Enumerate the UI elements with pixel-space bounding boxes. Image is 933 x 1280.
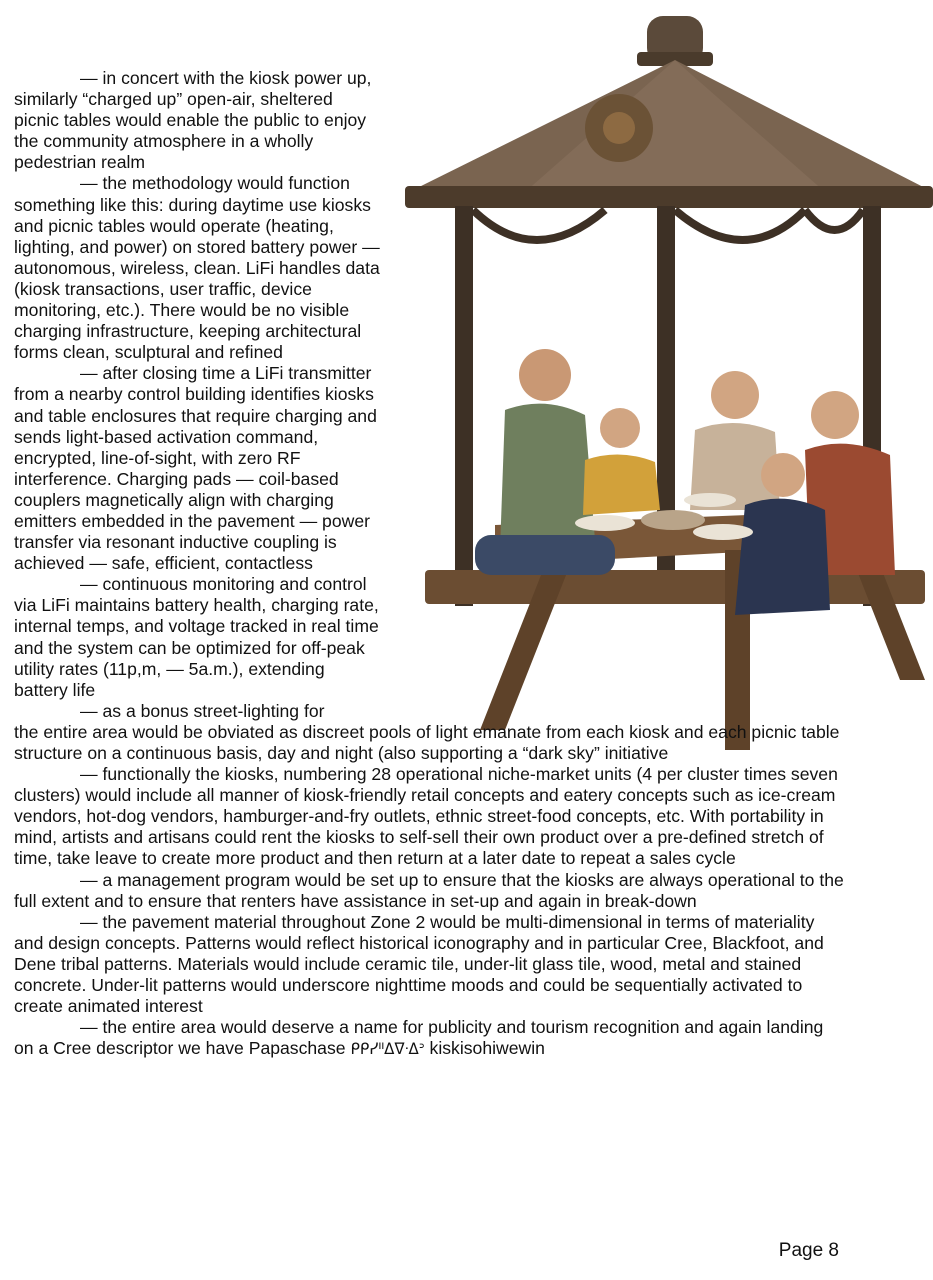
cree-syllabics: ᑭᑭᓯᐦᐃᐁᐧᐃᐣ [350,1040,425,1059]
paragraph-methodology: — the methodology would function something like this: during daytime use kiosks and picnic tables would operate (heating, lighting, and power) on stored battery power — autonomous, wireless, clean. LiFi handles data (kiosk transactions, user traffic, device monitoring, etc.). There would be no visible charging infrastructure, keeping architectural forms clean, sculptural and refined [14,173,380,363]
paragraph-street-lighting-start: — as a bonus street-lighting for [80,700,325,721]
cree-romanized: kiskisohiwewin [424,1038,545,1059]
narrow-column [14,68,382,722]
paragraph-management: — a management program would be set up to ensure that the kiosks are always operational to the full extent and to ensure that renters have assistance in set-up and again in break-down [14,869,844,911]
paragraph-name: — the entire area would deserve a name for publicity and tourism recognition and again landing on a Cree descriptor we have Papaschase ᑭᑭᓯᐦᐃᐁᐧᐃᐣ kiskisohiwewin [14,1017,824,1059]
body-text [14,68,844,1060]
paragraph-charging: — after closing time a LiFi transmitter from a nearby control building identifies kiosks and table enclosures that require charging and sends light-based activation command, encrypted, line-of-sight, with zero RF interference. Charging pads — coil-based couplers magnetically align with charging emitters embedded in the pavement — power transfer via resonant inductive coupling is achieved — safe, efficient, contactless [14,363,377,574]
paragraph-picnic-tables: — in concert with the kiosk power up, similarly “charged up” open-air, sheltered picnic tables would enable the public to enjoy the community atmosphere in a wholly pedestrian realm [14,68,372,173]
paragraph-street-lighting-continued: the entire area would be obviated as discreet pools of light emanate from each kiosk and each picnic table structure on a continuous basis, day and night (also supporting a “dark sky” initiative [14,721,840,763]
paragraph-pavement: — the pavement material throughout Zone 2 would be multi-dimensional in terms of materiality and design concepts. Patterns would reflect historical iconography and in particular Cree, Blackfoot, and Dene tribal patterns. Materials would include ceramic tile, under-lit glass tile, wood, metal and stained concrete. Under-lit patterns would underscore nighttime moods and could be sequentially activated to create animated interest [14,911,824,1017]
paragraph-monitoring: — continuous monitoring and control via LiFi maintains battery health, charging rate, internal temps, and voltage tracked in real time and the system can be optimized for off-peak utility rates (11p,m, — 5a.m.), extending battery life [14,574,379,700]
paragraph-kiosks-function: — functionally the kiosks, numbering 28 operational niche-market units (4 per cluster times seven clusters) would include all manner of kiosk-friendly retail concepts and eatery concepts such as ice-cream vendors, hot-dog vendors, hamburger-and-fry outlets, ethnic street-food concepts, etc. With portability in mind, artists and artisans could rent the kiosks to self-sell their own product over a pre-defined stretch of time, take leave to create more product and then return at a later date to repeat a sales cycle [14,764,838,869]
page-number: Page 8 [778,1240,839,1261]
